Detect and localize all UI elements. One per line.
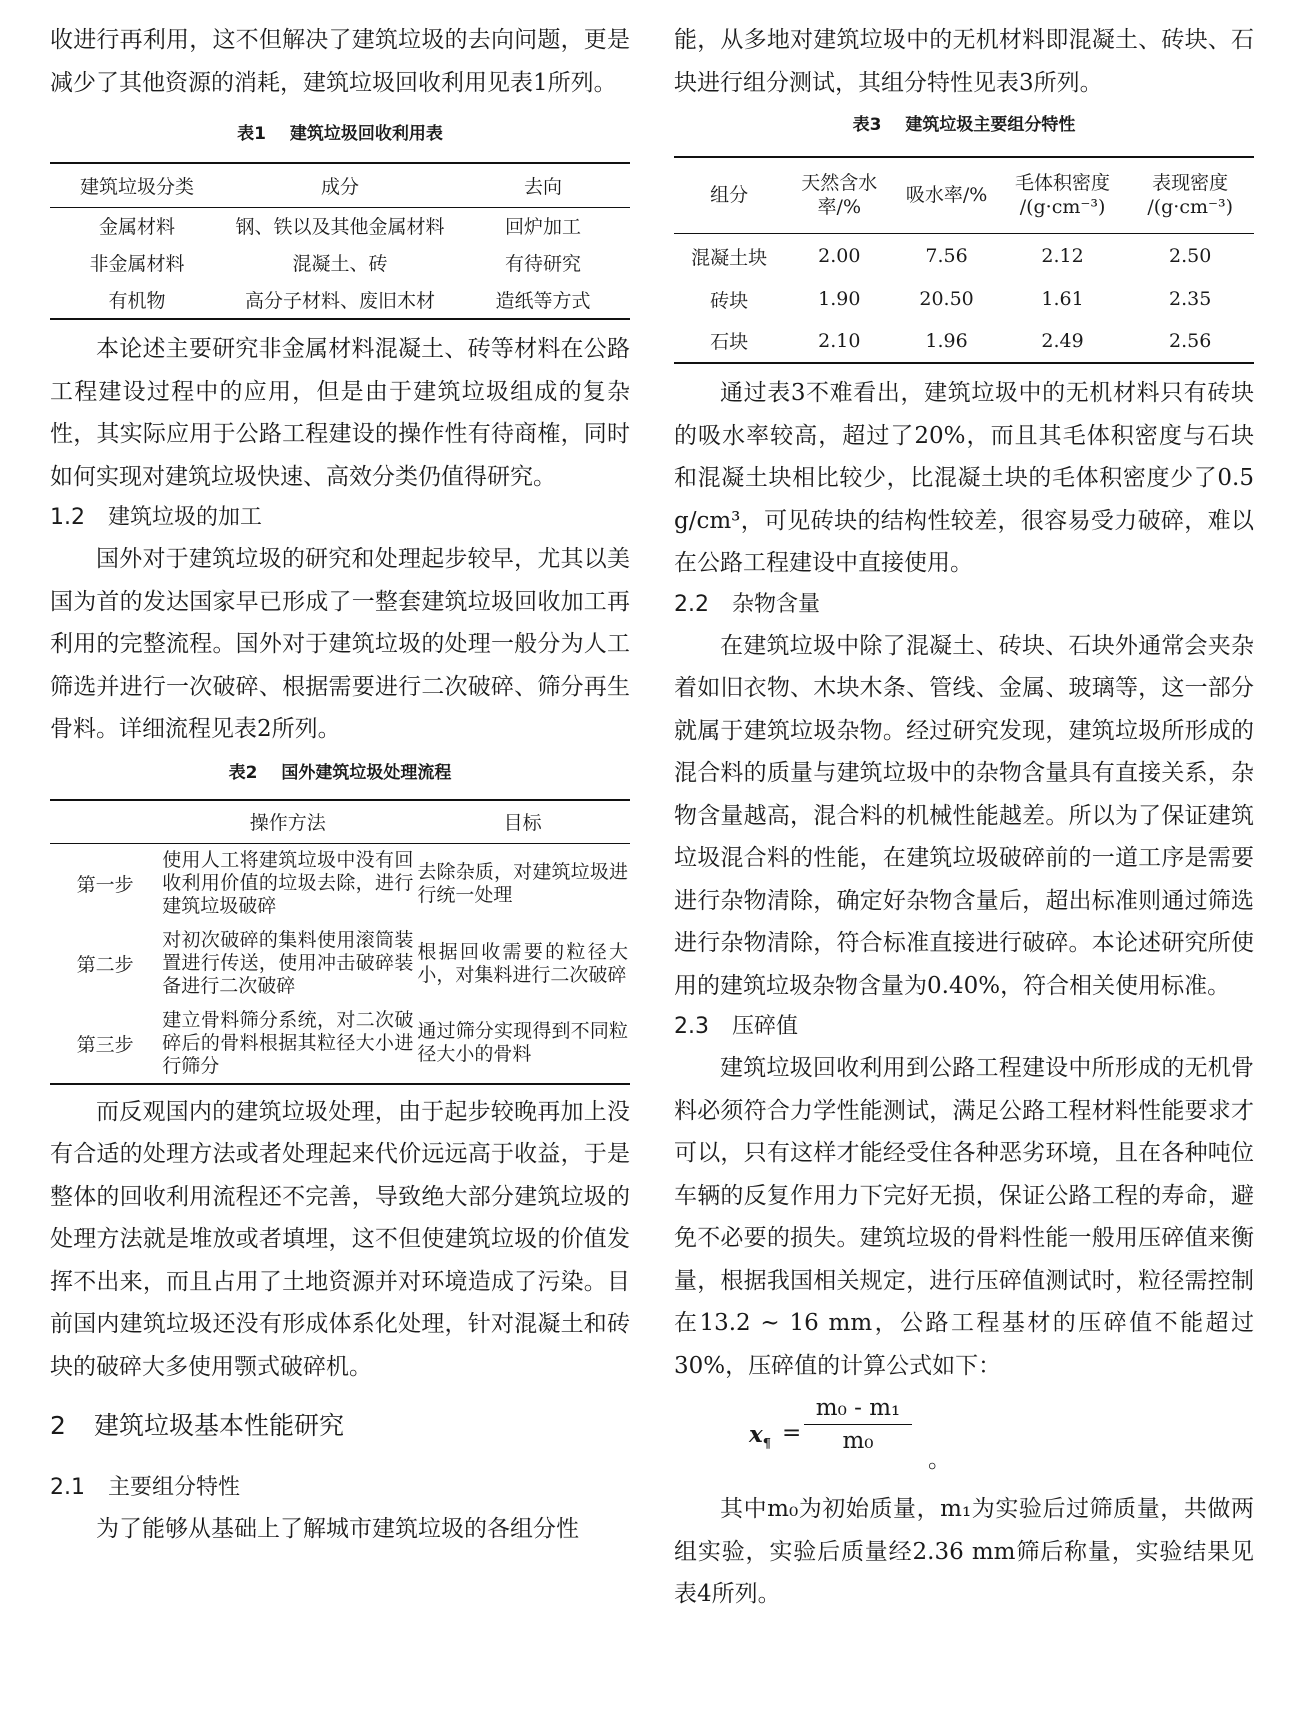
section-heading — [674, 585, 1254, 625]
column-header: 去向 — [456, 163, 630, 207]
table-cell: 2.50 — [1169, 245, 1212, 268]
column-header: 操作方法 — [160, 800, 415, 844]
table-3 — [674, 108, 1254, 364]
column-header: 建筑垃圾分类 — [50, 163, 224, 207]
section-title: 杂物含量 — [732, 591, 821, 617]
table-cell: 石块 — [710, 331, 749, 353]
paragraph: 为了能够从基础上了解城市建筑垃圾的各组分性 — [96, 1516, 579, 1542]
table-cell: 金属材料 — [98, 216, 175, 239]
column-header: 目标 — [415, 800, 630, 844]
table-row — [674, 233, 1254, 279]
table-cell: 非金属材料 — [89, 253, 185, 275]
column-header: 成分 — [224, 163, 456, 207]
table-cell: 第三步 — [76, 1033, 134, 1056]
column-header: 表现密度 /(g·cm⁻³) — [1126, 157, 1254, 233]
section-number: 2.2 — [674, 591, 709, 617]
table-cell: 去除杂质，对建筑垃圾进行统一处理 — [417, 860, 628, 906]
table-title: 国外建筑垃圾处理流程 — [281, 762, 452, 783]
table-cell: 20.50 — [919, 288, 974, 310]
table-caption — [674, 108, 1254, 142]
table-cell: 有机物 — [108, 290, 166, 312]
table-row — [50, 844, 630, 924]
column-header: 毛体积密度 /(g·cm⁻³) — [999, 157, 1127, 233]
table-cell: 高分子材料、废旧木材 — [244, 290, 435, 312]
table-caption — [50, 755, 630, 791]
formula-equals: = — [782, 1420, 802, 1446]
table-cell: 第一步 — [76, 874, 134, 897]
table-cell: 1.90 — [818, 288, 861, 310]
table-cell: 混凝土块 — [691, 246, 768, 269]
table-caption — [50, 114, 630, 154]
paragraph: 通过表3不难看出，建筑垃圾中的无机材料只有砖块的吸水率较高，超过了20%，而且其毛体积密度与石块和混凝土块相比较少，比混凝土块的毛体积密度少了0.5 g/cm³，可见砖块的结构性较差，很容易受力破碎，难以在公路工程建设中直接使用。 — [674, 380, 1254, 576]
section-number: 2 — [50, 1411, 66, 1440]
table-cell: 砖块 — [710, 289, 749, 312]
right-column — [674, 0, 1254, 1616]
table-row — [50, 924, 630, 1004]
table-cell: 1.96 — [925, 329, 968, 352]
paragraph: 国外对于建筑垃圾的研究和处理起步较早，尤其以美国为首的发达国家早已形成了一整套建筑垃圾回收加工再利用的完整流程。国外对于建筑垃圾的处理一般分为人工筛选并进行一次破碎、根据需要进行二次破碎、筛分再生骨料。详细流程见表2所列。 — [50, 546, 630, 742]
column-header: 组分 — [674, 157, 784, 233]
crushing-value-formula — [674, 1387, 1254, 1482]
table-cell: 2.49 — [1041, 329, 1084, 352]
table-title: 建筑垃圾回收利用表 — [289, 124, 443, 144]
table-cell: 7.56 — [925, 245, 968, 268]
paragraph: 在建筑垃圾中除了混凝土、砖块、石块外通常会夹杂着如旧衣物、木块木条、管线、金属、玻璃等，这一部分就属于建筑垃圾杂物。经过研究发现，建筑垃圾所形成的混合料的质量与建筑垃圾中的杂物含量具有直接关系，杂物含量越高，混合料的机械性能越差。所以为了保证建筑垃圾混合料的性能，在建筑垃圾破碎前的一道工序是需要进行杂物清除，确定好杂物含量后，超出标准则通过筛选进行杂物清除，符合标准直接进行破碎。本论述研究所使用的建筑垃圾杂物含量为0.40%，符合相关使用标准。 — [674, 632, 1254, 999]
table-cell: 有待研究 — [504, 253, 581, 275]
paragraph: 建筑垃圾回收利用到公路工程建设中所形成的无机骨料必须符合力学性能测试，满足公路工程材料性能要求才可以，只有这样才能经受住各种恶劣环境，且在各种吨位车辆的反复作用力下完好无损，保证公路工程的寿命，避免不必要的损失。建筑垃圾的骨料性能一般用压碎值来衡量，根据我国相关规定，进行压碎值测试时，粒径需控制在13.2 ~ 16 mm，公路工程基材的压碎值不能超过30%，压碎值的计算公式如下： — [674, 1055, 1254, 1379]
table-row — [50, 207, 630, 244]
formula-fraction — [804, 1395, 912, 1454]
formula-lhs: $x_\P$ — [749, 1421, 771, 1452]
formula-period: 。 — [928, 1447, 951, 1473]
section-number: 2.3 — [674, 1014, 709, 1039]
table-cell: 通过筛分实现得到不同粒径大小的骨料 — [417, 1020, 628, 1065]
section-title: 压碎值 — [732, 1014, 799, 1039]
table-cell: 第二步 — [76, 954, 134, 976]
table-number: 表3 — [852, 115, 882, 135]
table-cell: 2.10 — [818, 329, 861, 352]
table-row — [50, 281, 630, 319]
left-column — [50, 0, 630, 1551]
paragraph: 其中m₀为初始质量，m₁为实验后过筛质量，共做两组实验，实验后质量经2.36 mm筛后称量，实验结果见表4所列。 — [674, 1496, 1254, 1607]
column-header: 天然含水 率/% — [784, 157, 894, 233]
table-cell: 根据回收需要的粒径大小，对集料进行二次破碎 — [417, 940, 628, 986]
table-cell: 2.12 — [1041, 245, 1084, 268]
table-cell: 2.35 — [1169, 288, 1212, 310]
formula-denominator: m₀ — [842, 1428, 874, 1454]
section-heading — [50, 1468, 630, 1508]
table-cell: 1.61 — [1041, 288, 1084, 310]
paragraph: 收进行再利用，这不但解决了建筑垃圾的去向问题，更是减少了其他资源的消耗，建筑垃圾回收利用见表1所列。 — [50, 27, 630, 96]
table-cell: 混凝土、砖 — [292, 253, 388, 275]
table-cell: 钢、铁以及其他金属材料 — [235, 216, 445, 239]
section-number: 2.1 — [50, 1475, 85, 1500]
table-number: 表1 — [237, 124, 266, 144]
paragraph: 能，从多地对建筑垃圾中的无机材料即混凝土、砖块、石块进行组分测试，其组分特性见表3所列。 — [674, 27, 1254, 96]
table-cell: 使用人工将建筑垃圾中没有回收利用价值的垃圾去除，进行建筑垃圾破碎 — [162, 849, 414, 918]
table-number: 表2 — [228, 762, 258, 783]
paragraph: 而反观国内的建筑垃圾处理，由于起步较晚再加上没有合适的处理方法或者处理起来代价远远高于收益，于是整体的回收利用流程还不完善，导致绝大部分建筑垃圾的处理方法就是堆放或者填埋，这不但使建筑垃圾的价值发挥不出来，而且占用了土地资源并对环境造成了污染。目前国内建筑垃圾还没有形成体系化处理，针对混凝土和砖块的破碎大多使用颚式破碎机。 — [50, 1098, 630, 1380]
table-row — [674, 319, 1254, 363]
table-cell: 建立骨料筛分系统，对二次破碎后的骨料根据其粒径大小进行筛分 — [162, 1008, 414, 1077]
table-2 — [50, 755, 630, 1085]
column-header: 吸水率/% — [894, 157, 998, 233]
section-heading — [50, 1402, 630, 1450]
section-title: 建筑垃圾基本性能研究 — [94, 1411, 345, 1440]
section-number: 1.2 — [50, 505, 85, 530]
section-title: 建筑垃圾的加工 — [108, 505, 263, 530]
table-cell: 对初次破碎的集料使用滚筒装置进行传送，使用冲击破碎装备进行二次破碎 — [162, 929, 414, 997]
table-cell: 2.56 — [1169, 329, 1212, 352]
table-1 — [50, 114, 630, 320]
paragraph: 本论述主要研究非金属材料混凝土、砖等材料在公路工程建设过程中的应用，但是由于建筑垃圾组成的复杂性，其实际应用于公路工程建设的操作性有待商榷，同时如何实现对建筑垃圾快速、高效分类仍值得研究。 — [50, 336, 630, 490]
section-title: 主要组分特性 — [108, 1475, 241, 1500]
column-header — [50, 800, 160, 844]
table-title: 建筑垃圾主要组分特性 — [905, 115, 1076, 135]
table-cell: 回炉加工 — [504, 216, 581, 239]
table-cell: 造纸等方式 — [495, 290, 591, 312]
table-cell: 2.00 — [818, 245, 861, 268]
section-heading — [50, 498, 630, 538]
table-row — [50, 1004, 630, 1084]
table-row — [50, 244, 630, 281]
formula-numerator: m₀ - m₁ — [804, 1395, 912, 1425]
section-heading — [674, 1007, 1254, 1047]
table-row — [674, 279, 1254, 319]
